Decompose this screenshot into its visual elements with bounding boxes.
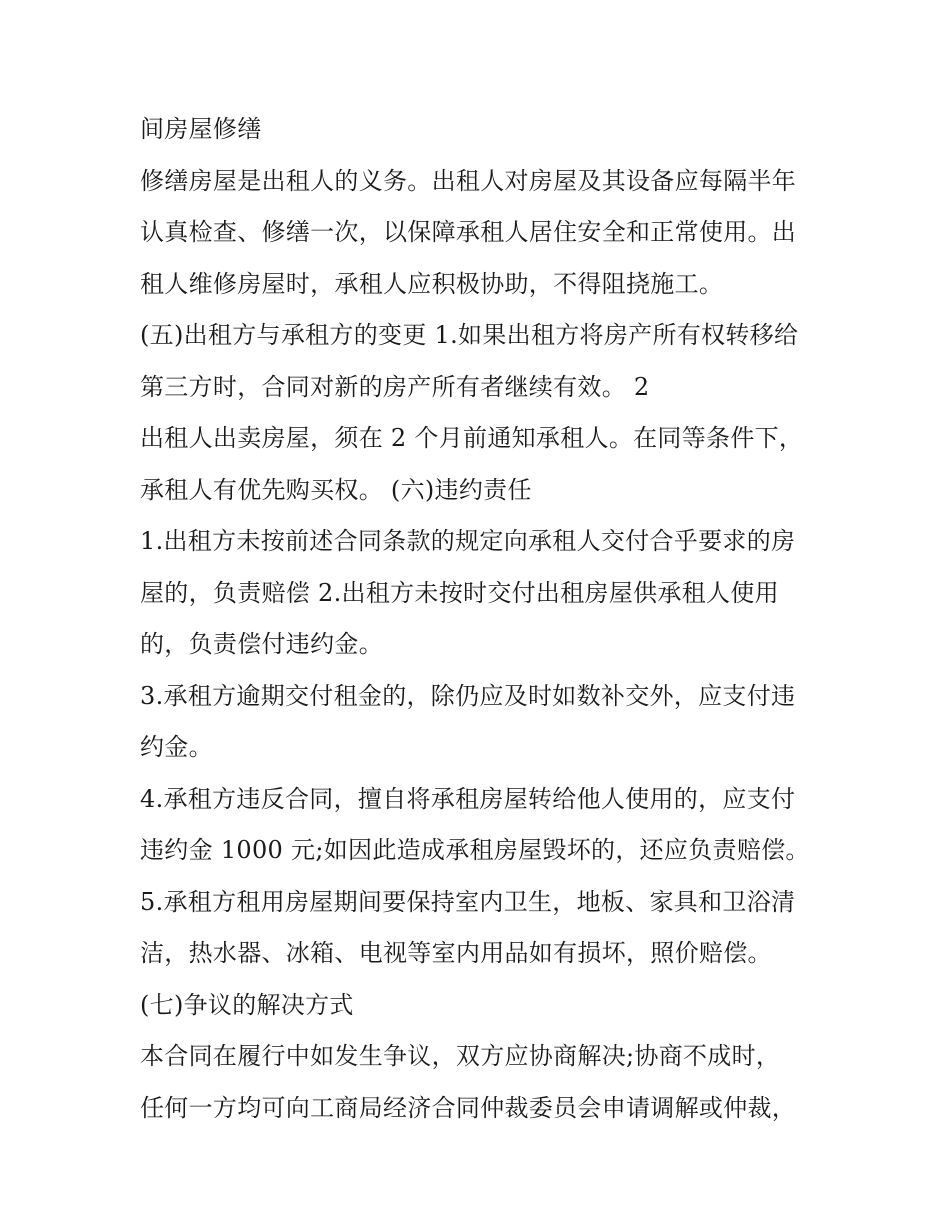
text-line: (五)出租方与承租方的变更 1.如果出租方将房产所有权转移给: [140, 321, 799, 349]
text-line: 修缮房屋是出租人的义务。出租人对房屋及其设备应每隔半年: [140, 166, 797, 195]
text-line: 4.承租方违反合同，擅自将承租房屋转给他人使用的，应支付: [140, 784, 796, 813]
text-line: 5.承租方租用房屋期间要保持室内卫生，地板、家具和卫浴清: [140, 887, 796, 916]
text-line: 出租人出卖房屋，须在 2 个月前通知承租人。在同等条件下，: [140, 424, 804, 452]
text-line: 本合同在履行中如发生争议，双方应协商解决;协商不成时，: [140, 1042, 781, 1070]
text-line: 第三方时，合同对新的房产所有者继续有效。 2: [140, 372, 650, 401]
text-line: 间房屋修缮: [140, 115, 262, 143]
text-line: 屋的，负责赔偿 2.出租方未按时交付出租房屋供承租人使用: [140, 578, 779, 607]
text-line: 承租人有优先购买权。 (六)违约责任: [140, 475, 532, 504]
text-line: 洁，热水器、冰箱、电视等室内用品如有损坏，照价赔偿。: [140, 939, 772, 967]
text-line: 3.承租方逾期交付租金的，除仍应及时如数补交外，应支付违: [140, 681, 796, 710]
text-line: (七)争议的解决方式: [140, 990, 354, 1019]
text-line: 违约金 1000 元;如因此造成承租房屋毁坏的，还应负责赔偿。: [140, 836, 810, 864]
text-line: 认真检查、修缮一次，以保障承租人居住安全和正常使用。出: [140, 218, 797, 246]
document-body: [140, 104, 820, 1134]
text-line: 任何一方均可向工商局经济合同仲裁委员会申请调解或仲裁，: [140, 1093, 797, 1122]
text-line: 的，负责偿付违约金。: [140, 630, 383, 658]
text-line: 1.出租方未按前述合同条款的规定向承租人交付合乎要求的房: [140, 527, 796, 555]
text-line: 约金。: [140, 733, 213, 761]
text-line: 租人维修房屋时，承租人应积极协助，不得阻挠施工。: [140, 269, 724, 298]
